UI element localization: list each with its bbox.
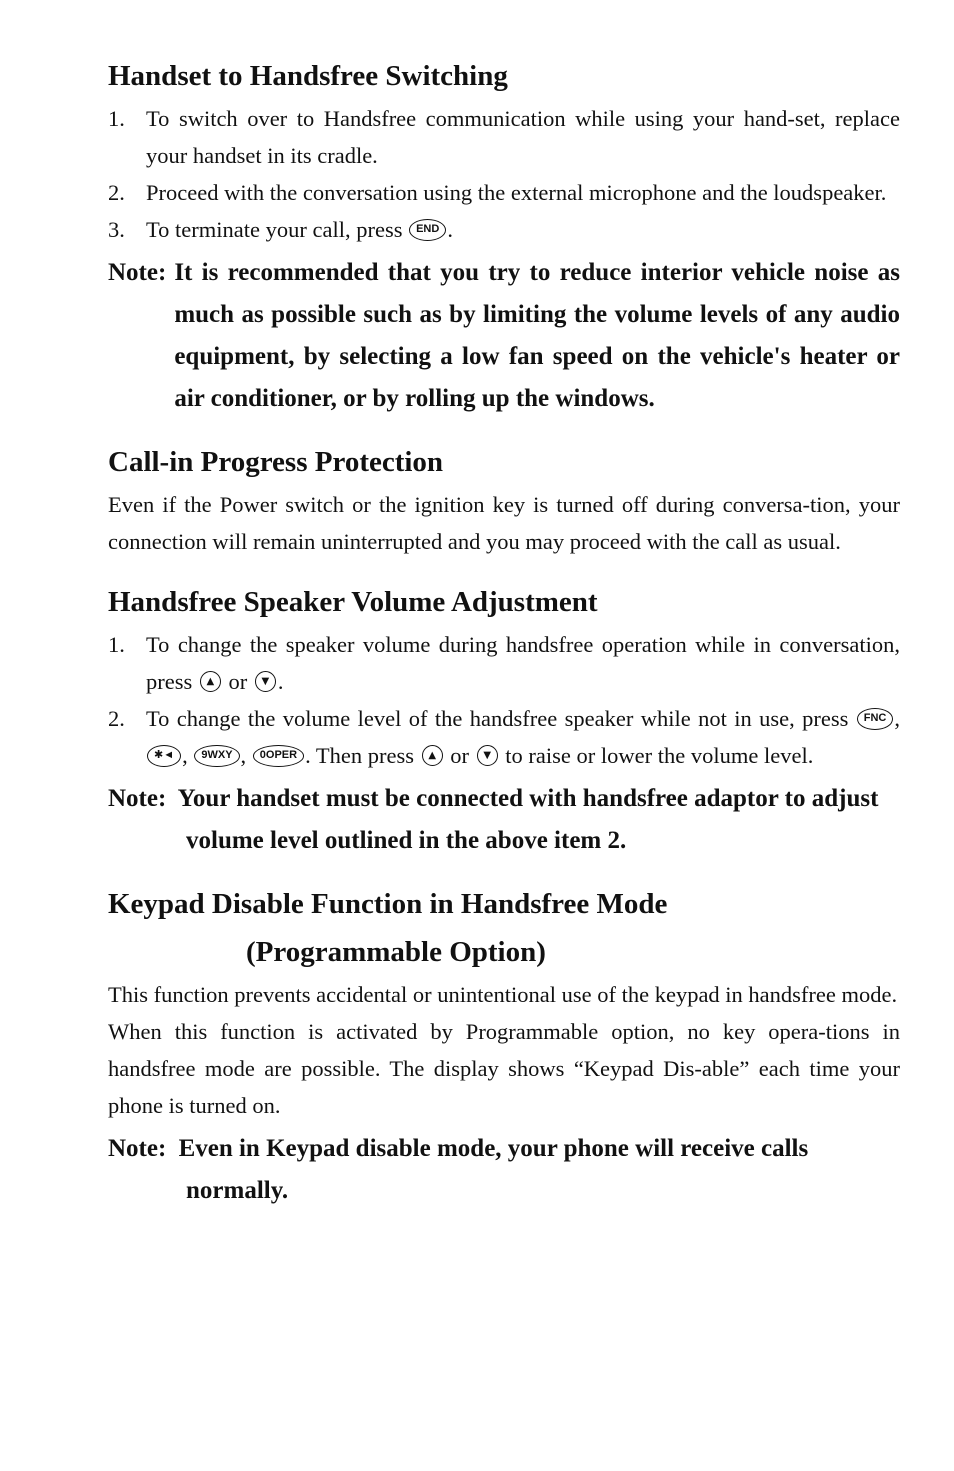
heading-keypad-disable: Keypad Disable Function in Handsfree Mode — [108, 888, 668, 920]
step-text-after: . — [447, 217, 453, 242]
step-text-b: . Then press — [305, 743, 415, 768]
protection-text: Even if the Power switch or the ignition key is turned off during conversa-tion, your connection will remain uninterrupted and you may proceed with the call as usual. — [108, 492, 900, 554]
note-label: Note: — [108, 785, 167, 812]
heading-volume-adjustment: Handsfree Speaker Volume Adjustment — [108, 586, 598, 618]
list-item — [108, 100, 900, 174]
step-text-c: to raise or lower the volume level. — [505, 743, 814, 768]
step-number: 2. — [108, 180, 125, 205]
list-item — [108, 700, 900, 774]
step-text: Proceed with the conversation using the external microphone and the loudspeaker. — [146, 180, 887, 205]
down-key-icon: ▼ — [477, 745, 498, 766]
step-text — [146, 626, 900, 700]
note-adaptor — [108, 778, 900, 862]
down-key-icon: ▼ — [255, 671, 276, 692]
step-text-end: . — [277, 669, 284, 694]
step-number: 3. — [108, 217, 125, 242]
step-text-main: To change the speaker volume during handsfree operation while in conversation, press — [146, 632, 900, 694]
or-text: or — [228, 669, 248, 694]
step-text — [146, 700, 900, 774]
fnc-key-icon: FNC — [857, 708, 894, 730]
keypad-para-1: This function prevents accidental or unintentional use of the keypad in handsfree mode. — [108, 982, 898, 1007]
list-item — [108, 174, 900, 211]
step-number: 2. — [108, 706, 125, 731]
star-key-icon: ✱◄ — [147, 745, 181, 767]
nine-key-icon: 9WXY — [194, 745, 239, 767]
step-number: 1. — [108, 106, 125, 131]
step-text-before: To terminate your call, press — [146, 217, 403, 242]
comma: , — [240, 743, 247, 768]
note-label: Note: — [108, 259, 167, 286]
switching-steps — [108, 100, 900, 248]
note-label: Note: — [108, 1135, 167, 1162]
step-text — [146, 211, 900, 248]
note-keypad — [108, 1128, 900, 1212]
step-text-a: To change the volume level of the handsfree speaker while not in use, press — [146, 706, 849, 731]
list-item — [108, 211, 900, 248]
heading-call-in-progress: Call-in Progress Protection — [108, 446, 444, 478]
up-key-icon: ▲ — [200, 671, 221, 692]
comma: , — [894, 706, 900, 731]
manual-page — [108, 52, 900, 1212]
end-key-icon: END — [409, 219, 446, 241]
note-text: It is recommended that you try to reduce interior vehicle noise as much as possible such as by limiting the volume levels of any audio equipment, by selecting a low fan speed on the vehicle's heater or air conditioner, or by rolling up the windows. — [174, 259, 900, 412]
or-text: or — [450, 743, 470, 768]
note-text: Your handset must be connected with handsfree adaptor to adjust volume level outlined in the above item 2. — [177, 785, 879, 854]
note-noise — [108, 252, 900, 420]
up-key-icon: ▲ — [422, 745, 443, 766]
keypad-para-2: When this function is activated by Programmable option, no key opera-tions in handsfree mode are possible. The display shows “Keypad Dis-able” each time your phone is turned on. — [108, 1019, 900, 1118]
step-text: To switch over to Handsfree communication while using your hand-set, replace your handset in its cradle. — [146, 106, 900, 168]
zero-oper-key-icon: 0OPER — [253, 745, 304, 767]
note-text: Even in Keypad disable mode, your phone will receive calls normally. — [178, 1135, 809, 1204]
heading-handset-to-handsfree: Handset to Handsfree Switching — [108, 60, 508, 92]
list-item — [108, 626, 900, 700]
comma: , — [182, 743, 188, 768]
volume-steps — [108, 626, 900, 774]
step-number: 1. — [108, 632, 125, 657]
heading-programmable-option: (Programmable Option) — [246, 936, 546, 968]
